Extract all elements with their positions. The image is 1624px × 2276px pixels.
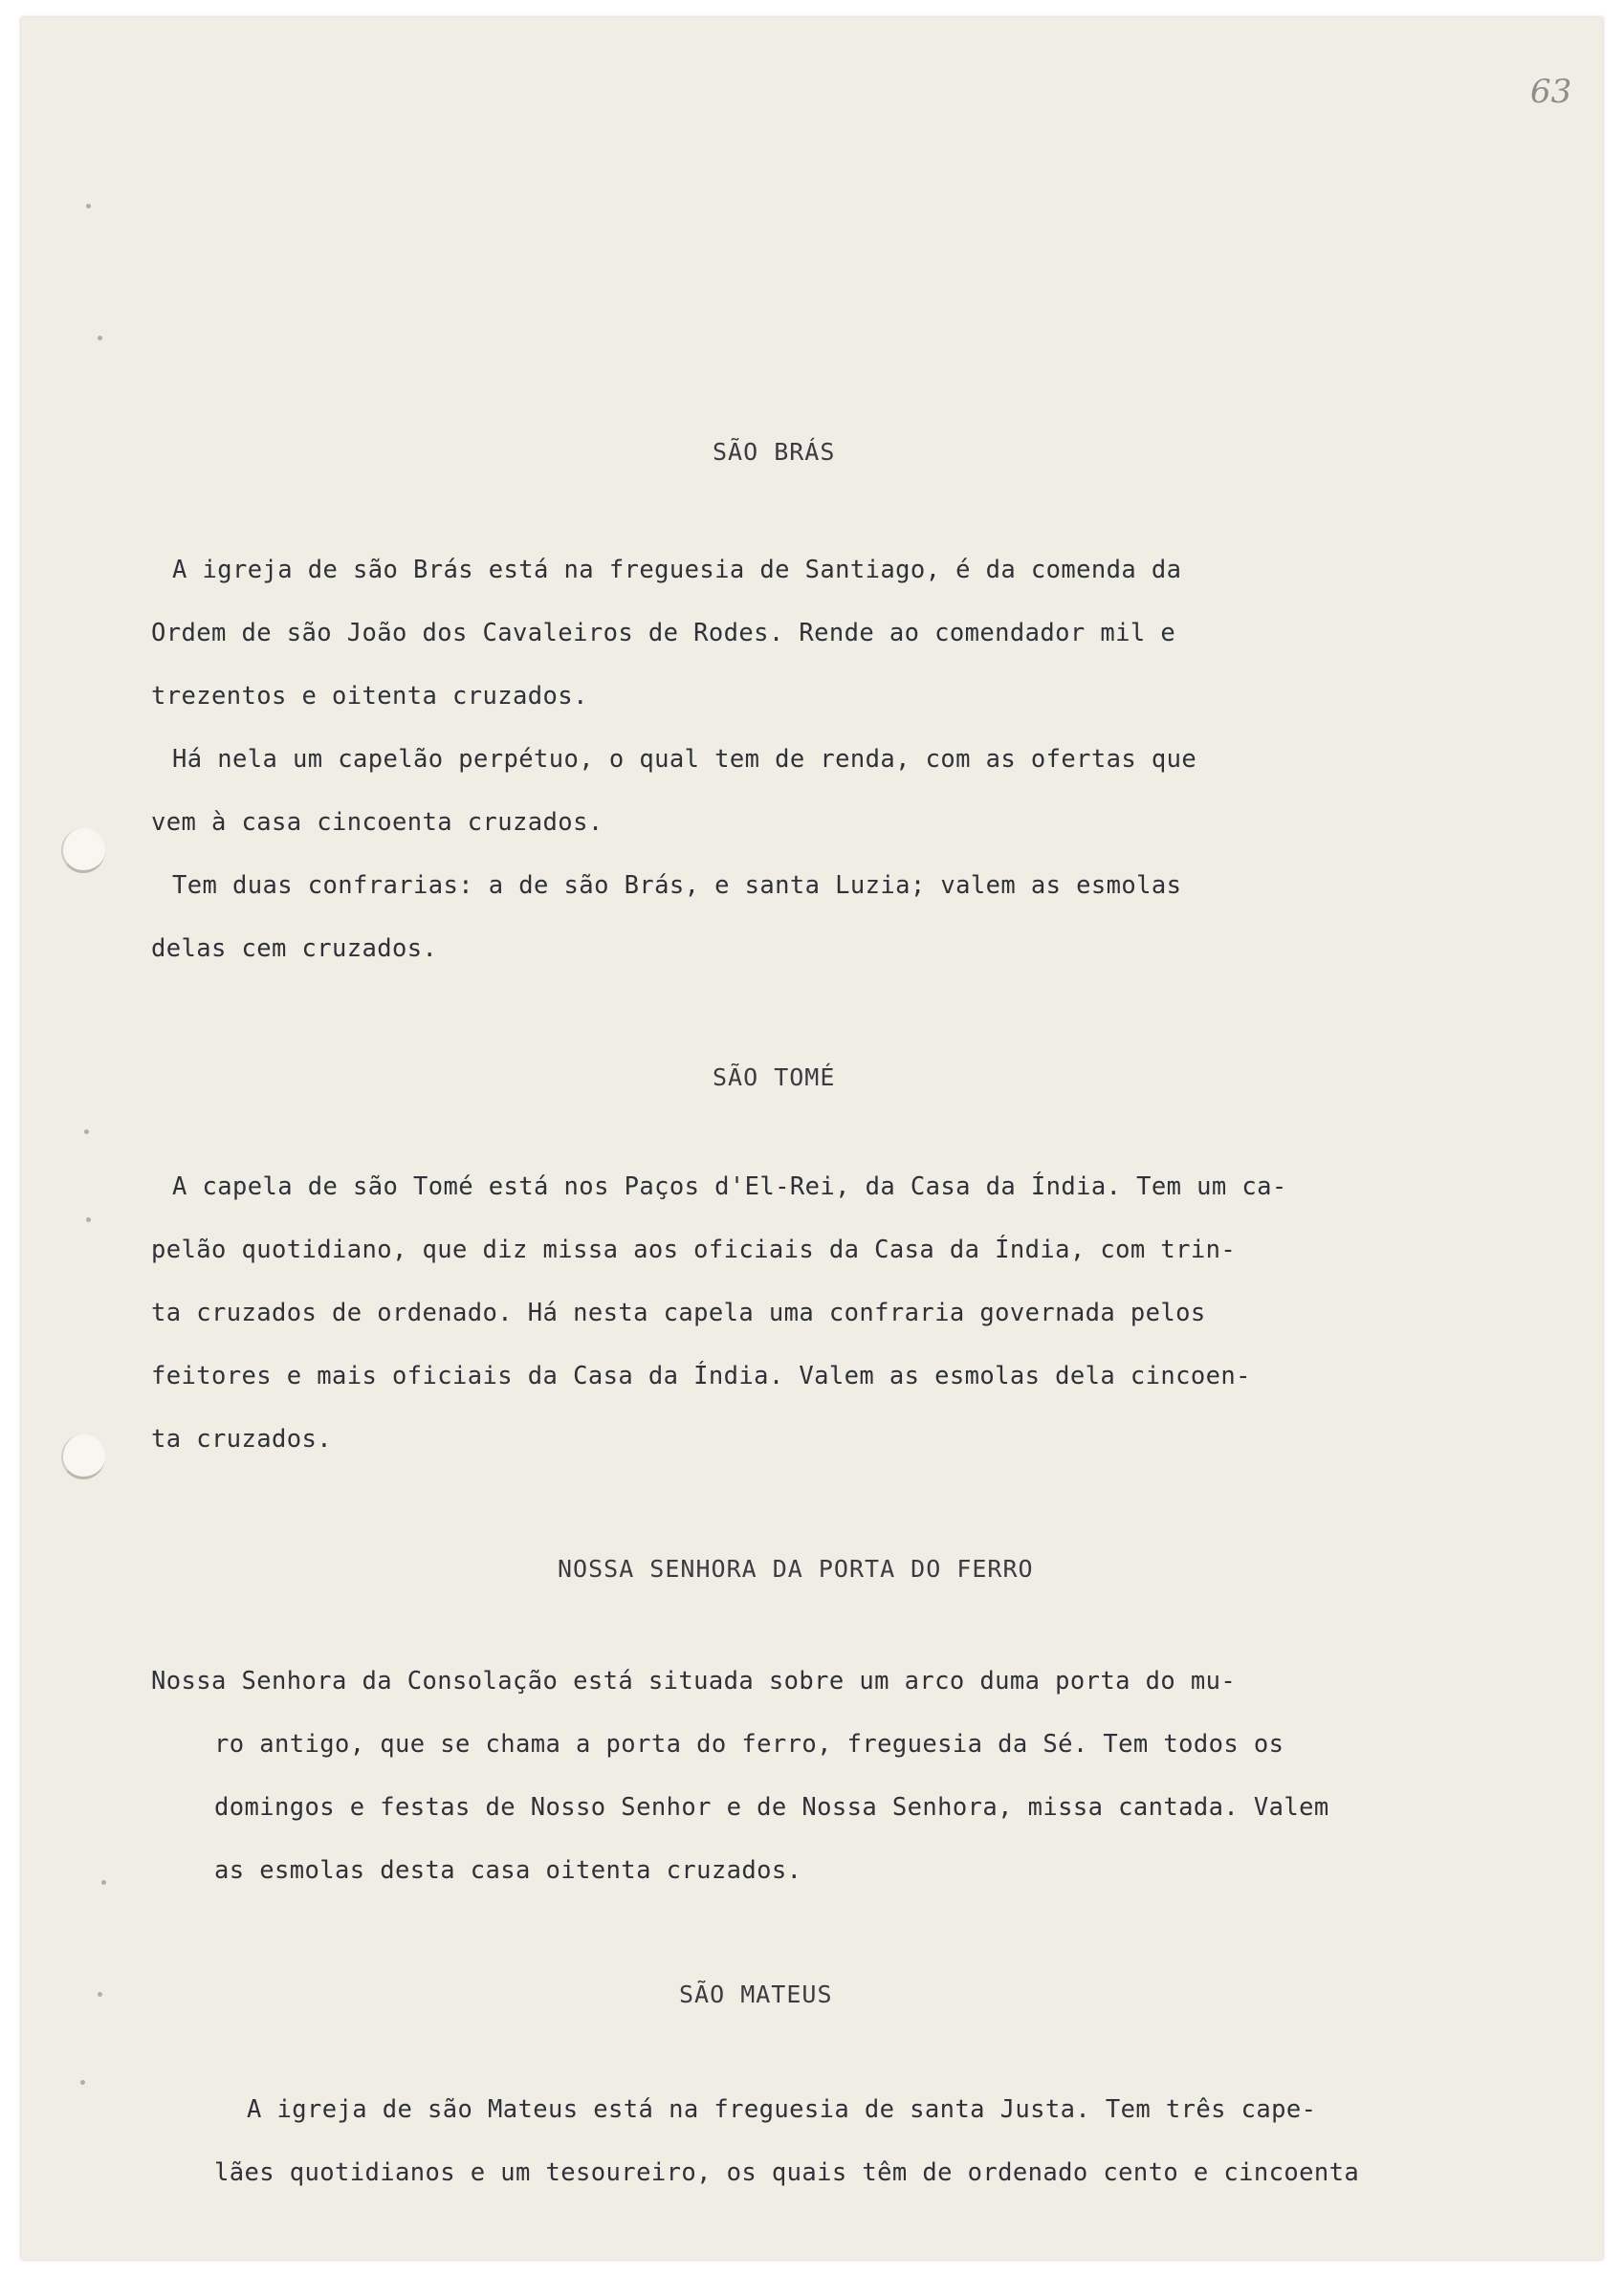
section-heading: SÃO BRÁS (713, 438, 836, 466)
section-heading: SÃO MATEUS (679, 1981, 833, 2008)
text-line: A igreja de são Brás está na freguesia de Santiago, é da comenda da (172, 556, 1182, 584)
text-line: vem à casa cincoenta cruzados. (151, 808, 604, 837)
text-line: Há nela um capelão perpétuo, o qual tem de renda, com as ofertas que (172, 745, 1197, 774)
paper-speck (84, 1129, 89, 1134)
text-line: lães quotidianos e um tesoureiro, os quais têm de ordenado cento e cincoenta (214, 2158, 1360, 2187)
text-line: Nossa Senhora da Consolação está situada sobre um arco duma porta do mu- (151, 1667, 1237, 1696)
text-line: A capela de são Tomé está nos Paços d'El-Rei, da Casa da Índia. Tem um ca- (172, 1172, 1287, 1201)
paper-speck (98, 336, 102, 340)
paper-speck (80, 2080, 85, 2085)
page-number: 63 (1530, 73, 1572, 111)
paper-speck (86, 204, 91, 208)
text-line: ta cruzados de ordenado. Há nesta capela uma confraria governada pelos (151, 1299, 1206, 1327)
section-heading: NOSSA SENHORA DA PORTA DO FERRO (558, 1555, 1034, 1583)
paper-speck (101, 1880, 106, 1885)
text-line: A igreja de são Mateus está na freguesia de santa Justa. Tem três cape- (247, 2095, 1317, 2124)
text-line: trezentos e oitenta cruzados. (151, 682, 588, 711)
text-line: as esmolas desta casa oitenta cruzados. (214, 1856, 802, 1885)
text-line: Tem duas confrarias: a de são Brás, e santa Luzia; valem as esmolas (172, 871, 1182, 900)
paper-speck (86, 1217, 91, 1222)
punch-hole-bottom (61, 1434, 105, 1479)
text-line: ro antigo, que se chama a porta do ferro, freguesia da Sé. Tem todos os (214, 1730, 1284, 1759)
section-heading: SÃO TOMÉ (713, 1063, 836, 1091)
text-line: pelão quotidiano, que diz missa aos oficiais da Casa da Índia, com trin- (151, 1236, 1237, 1264)
text-line: ta cruzados. (151, 1425, 333, 1454)
document-page (21, 17, 1603, 2260)
text-line: feitores e mais oficiais da Casa da Índia. Valem as esmolas dela cincoen- (151, 1362, 1251, 1390)
text-line: domingos e festas de Nosso Senhor e de Nossa Senhora, missa cantada. Valem (214, 1793, 1329, 1822)
punch-hole-top (61, 828, 105, 873)
text-line: delas cem cruzados. (151, 934, 438, 963)
text-line: Ordem de são João dos Cavaleiros de Rodes. Rende ao comendador mil e (151, 619, 1176, 647)
paper-speck (98, 1992, 102, 1997)
